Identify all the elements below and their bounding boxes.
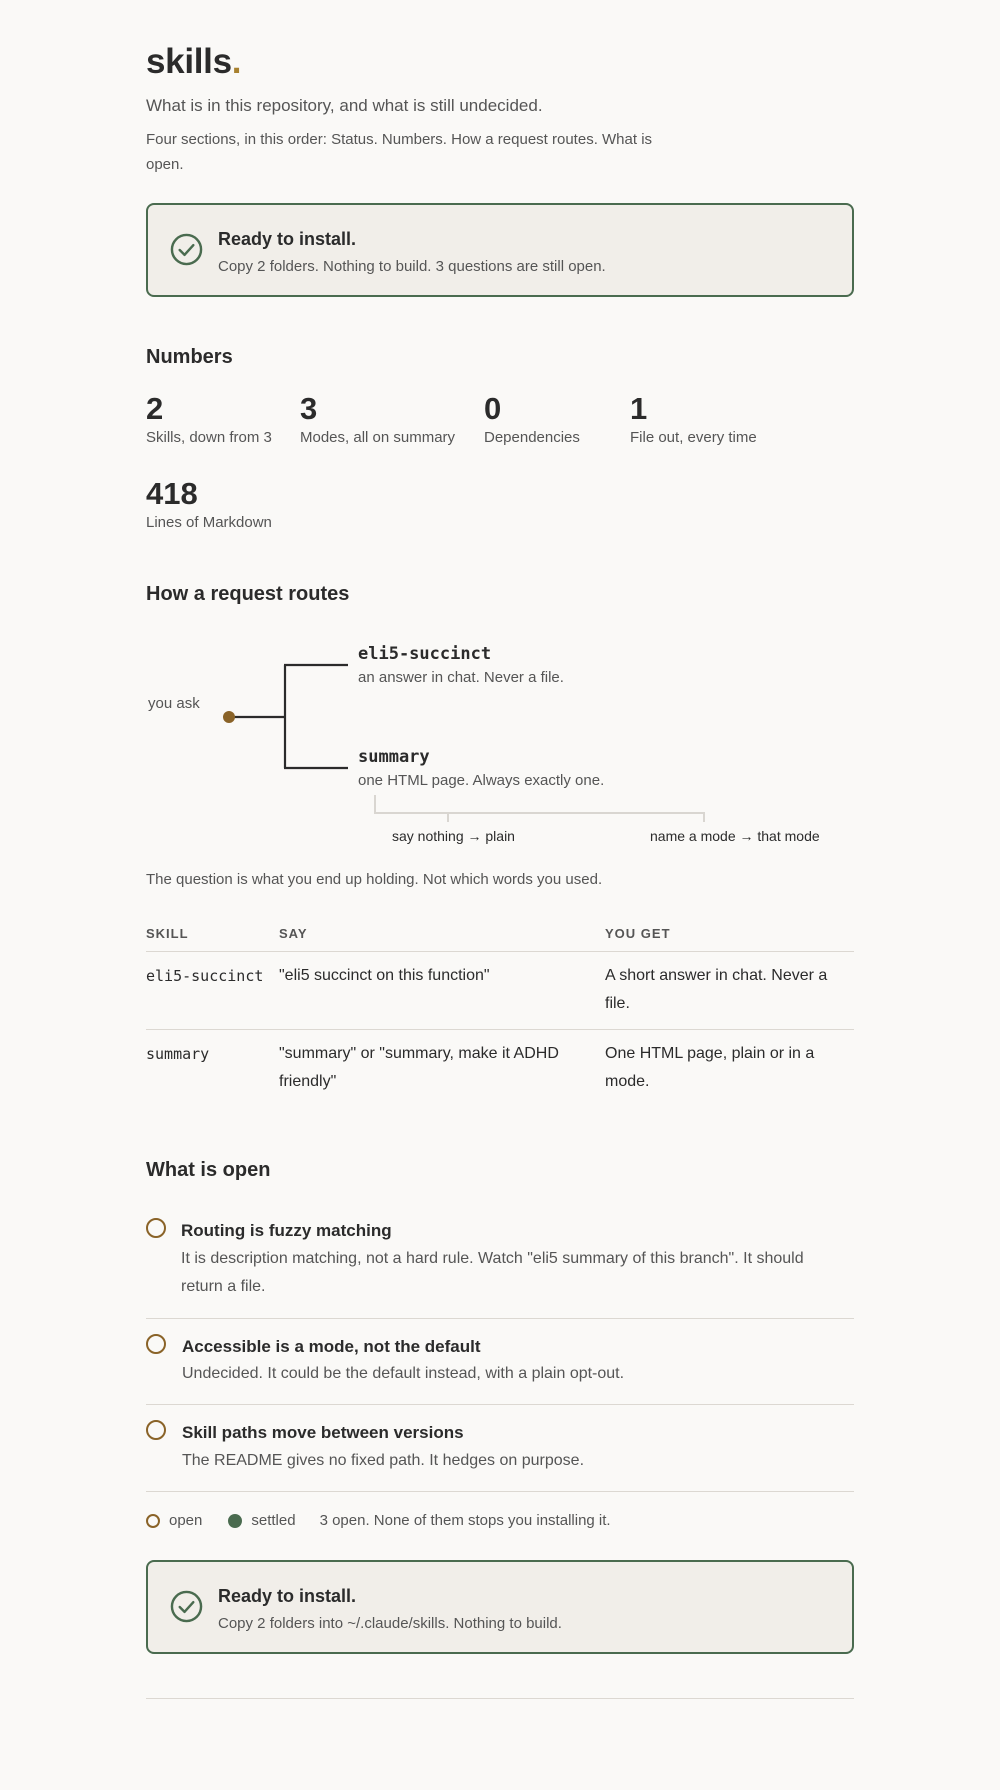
- stat-value: 1: [630, 391, 648, 426]
- route-branch-desc: one HTML page. Always exactly one.: [358, 772, 605, 789]
- open-item-body: It is description matching, not a hard rule. Watch "eli5 summary of this branch". It should return a file.: [181, 1250, 804, 1295]
- final-status-body: Copy 2 folders into ~/.claude/skills. Nothing to build.: [218, 1615, 562, 1632]
- route-branch-summary: [358, 747, 604, 789]
- final-status-title: Ready to install.: [218, 1586, 357, 1606]
- stat-label: Dependencies: [484, 429, 580, 446]
- route-origin-label: you ask: [148, 695, 200, 712]
- open-item-title: Skill paths move between versions: [182, 1423, 464, 1442]
- stat-label: Modes, all on summary: [300, 429, 456, 446]
- stat-value: 2: [146, 391, 164, 426]
- table-cell-say: "summary" or "summary, make it ADHD friendly": [279, 1045, 559, 1090]
- stat-value: 0: [484, 391, 502, 426]
- routing-heading: How a request routes: [146, 583, 350, 605]
- table-row: [146, 952, 854, 1030]
- route-branch-desc: an answer in chat. Never a file.: [358, 669, 564, 686]
- open-ring-icon: [146, 1218, 166, 1238]
- open-heading: What is open: [146, 1159, 271, 1181]
- open-ring-icon: [146, 1334, 166, 1354]
- route-branch-name: eli5-succinct: [358, 644, 492, 664]
- check-circle-icon: [170, 1590, 203, 1623]
- route-branch-eli5: [358, 644, 564, 686]
- stat-label: Skills, down from 3: [146, 429, 272, 446]
- legend-settled-label: settled: [251, 1512, 296, 1529]
- open-item-title: Accessible is a mode, not the default: [182, 1337, 481, 1356]
- divider: [146, 1491, 854, 1492]
- open-ring-icon: [146, 1420, 166, 1440]
- table-cell-skill: summary: [146, 1045, 210, 1063]
- route-note: The question is what you end up holding. Not which words you used.: [146, 871, 603, 888]
- skills-table: [146, 918, 854, 1107]
- status-body: Copy 2 folders. Nothing to build. 3 questions are still open.: [218, 258, 606, 275]
- column-header-say: SAY: [279, 918, 605, 952]
- open-item: [146, 1332, 854, 1402]
- stat-value: 3: [300, 391, 318, 426]
- open-ring-icon: [146, 1514, 160, 1528]
- title-dot: .: [231, 42, 242, 81]
- table-cell-skill: eli5-succinct: [146, 952, 279, 1030]
- footer-divider: [146, 1698, 854, 1699]
- table-cell-you-get: One HTML page, plain or in a mode.: [605, 1045, 815, 1090]
- page-intro: Four sections, in this order: Status. Numbers. How a request routes. What is open.: [146, 131, 653, 173]
- final-status-callout: [146, 1560, 854, 1654]
- legend-open-label: open: [169, 1512, 203, 1529]
- column-header-skill: SKILL: [146, 918, 279, 952]
- column-header-you-get: YOU GET: [605, 918, 854, 952]
- stat-label: File out, every time: [630, 429, 757, 446]
- page-subtitle: What is in this repository, and what is still undecided.: [146, 96, 543, 115]
- divider: [146, 1318, 854, 1319]
- table-header-row: [146, 918, 854, 952]
- route-branch-name: summary: [358, 747, 430, 767]
- routing-lines: [0, 0, 1000, 860]
- route-sub-plain: say nothing → plain: [392, 828, 515, 844]
- title-text: skills: [146, 42, 232, 81]
- table-cell-you-get: A short answer in chat. Never a file.: [605, 952, 854, 1030]
- open-item-body: Undecided. It could be the default instead, with a plain opt-out.: [182, 1365, 625, 1382]
- divider: [146, 1404, 854, 1405]
- open-item: [146, 1215, 854, 1315]
- settled-dot-icon: [228, 1514, 242, 1528]
- open-item: [146, 1419, 854, 1489]
- status-title: Ready to install.: [218, 229, 357, 249]
- open-item-title: Routing is fuzzy matching: [181, 1221, 392, 1240]
- numbers-heading: Numbers: [146, 346, 233, 368]
- table-row: [146, 1030, 854, 1108]
- stat-label: Lines of Markdown: [146, 514, 272, 531]
- stat-value: 418: [146, 476, 198, 511]
- open-legend: [146, 1512, 611, 1529]
- table-cell-say: "eli5 succinct on this function": [279, 952, 605, 1030]
- legend-summary: 3 open. None of them stops you installing it.: [319, 1512, 611, 1529]
- route-sub-mode: name a mode → that mode: [650, 828, 820, 844]
- open-item-body: The README gives no fixed path. It hedges on purpose.: [182, 1452, 585, 1469]
